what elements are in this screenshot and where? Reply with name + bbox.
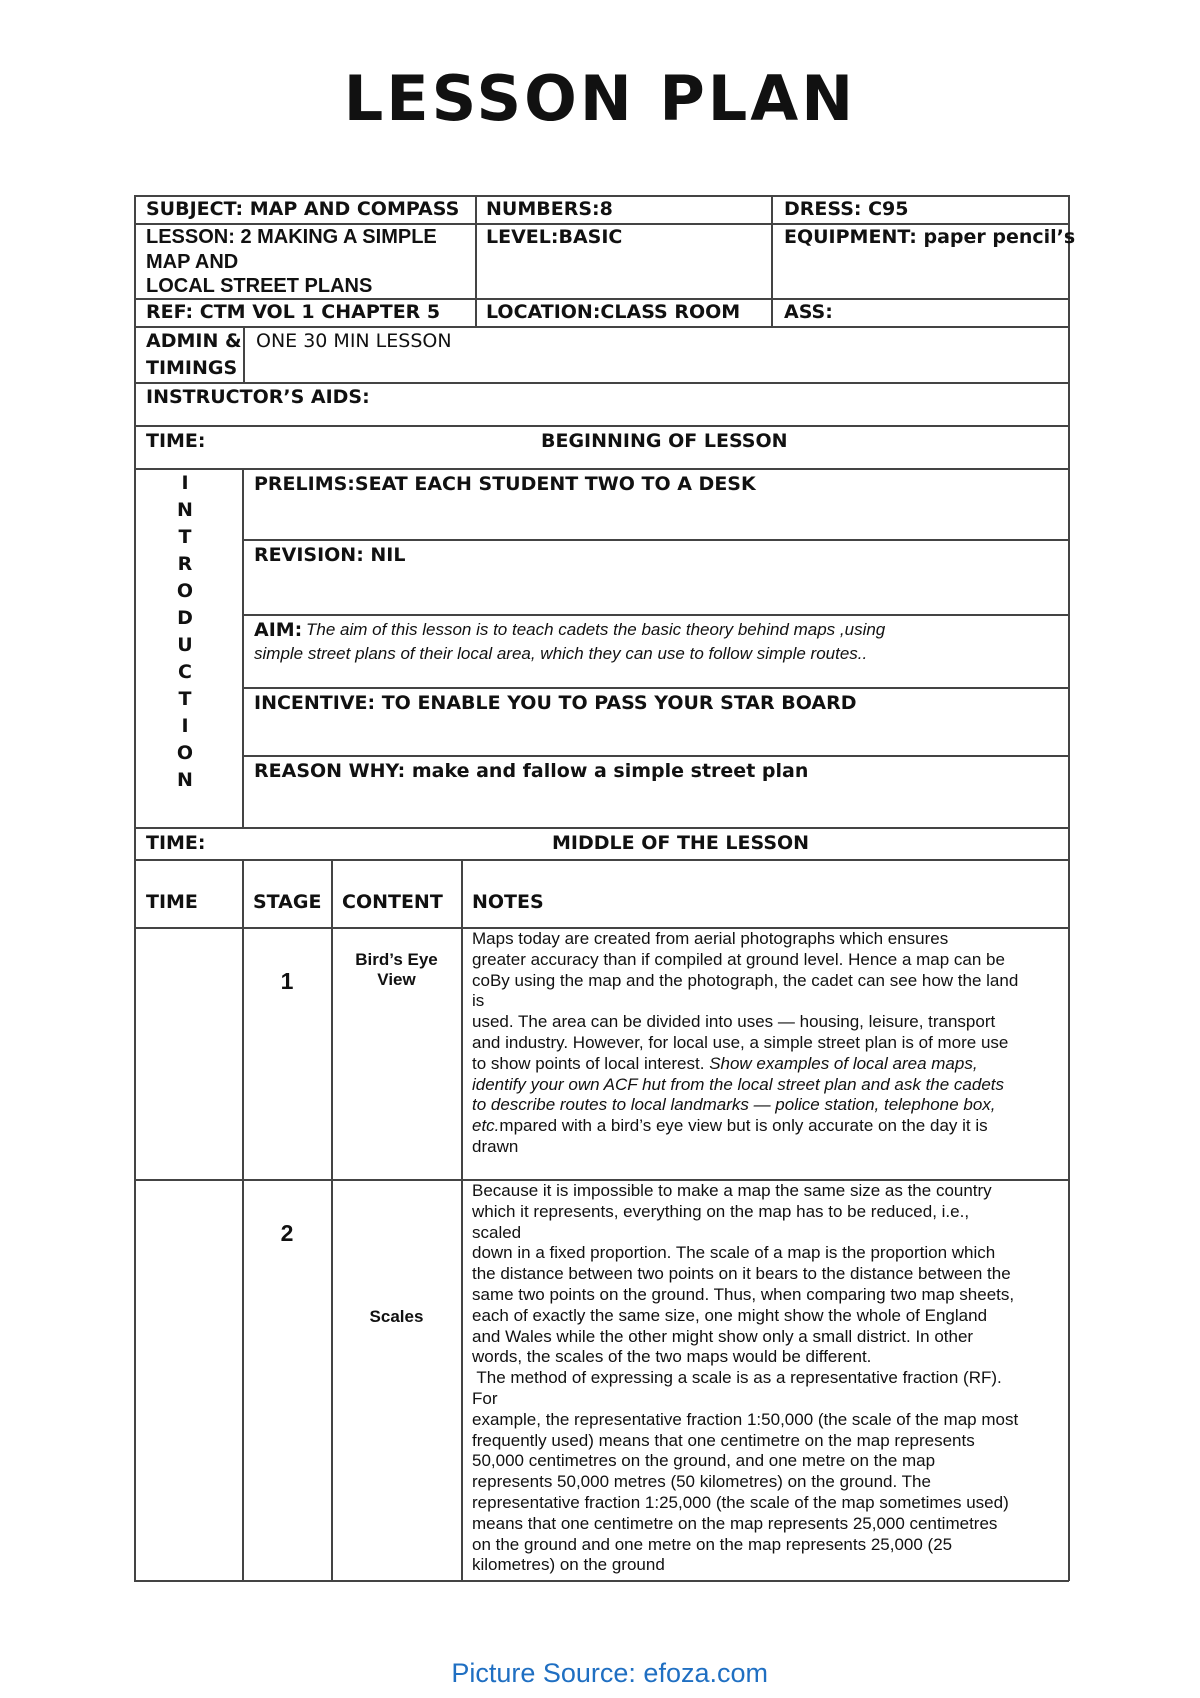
equipment-label: EQUIPMENT: paper pencil’s	[784, 226, 1076, 248]
dress-label: DRESS: C95	[784, 198, 909, 220]
revision-text: REVISION: NIL	[254, 544, 406, 566]
aim-label: AIM:	[254, 619, 303, 641]
numbers-label: NUMBERS:8	[486, 198, 613, 220]
col-header-stage: STAGE	[253, 891, 322, 913]
introduction-side-label: I N T R O D U C T I O N	[176, 472, 194, 791]
aim-line2: simple street plans of their local area, which they can use to follow simple routes..	[254, 644, 868, 663]
col-header-content: CONTENT	[342, 891, 443, 913]
row1-stage: 1	[280, 968, 294, 994]
lesson-line1: LESSON: 2 MAKING A SIMPLE	[146, 226, 437, 248]
level-label: LEVEL:BASIC	[486, 226, 623, 248]
lesson-line2: MAP AND	[146, 251, 239, 273]
ref-label: REF: CTM VOL 1 CHAPTER 5	[146, 301, 441, 323]
middle-heading: MIDDLE OF THE LESSON	[552, 832, 810, 854]
reason-why-text: REASON WHY: make and fallow a simple street plan	[254, 760, 809, 782]
instructor-aids-label: INSTRUCTOR’S AIDS:	[146, 386, 370, 408]
admin-value: ONE 30 MIN LESSON	[256, 330, 452, 352]
lesson-line3: LOCAL STREET PLANS	[146, 275, 373, 297]
row2-stage: 2	[280, 1220, 294, 1246]
col-header-time: TIME	[146, 891, 198, 913]
admin-line1: ADMIN &	[146, 330, 242, 352]
location-label: LOCATION:CLASS ROOM	[486, 301, 741, 323]
incentive-text: INCENTIVE: TO ENABLE YOU TO PASS YOUR STAR BOARD	[254, 692, 857, 714]
row1-content: Bird’s Eye View	[355, 950, 438, 989]
admin-line2: TIMINGS	[146, 357, 238, 379]
beginning-heading: BEGINNING OF LESSON	[541, 430, 788, 452]
row2-content: Scales	[369, 1307, 424, 1326]
aim-line1: The aim of this lesson is to teach cadets the basic theory behind maps ,using	[306, 620, 886, 639]
middle-time-label: TIME:	[146, 832, 206, 854]
row1-notes: Maps today are created from aerial photographs which ensures greater accuracy than if compiled at ground level. Hence a map can be coBy using the map and the photograph, the cadet can see how the land is used. The area can be divided into uses — housing, leisure, transport and industry. However, for local use, a simple street plan is of more use to show points of local interest. Show examples of local area maps, identify your own ACF hut from the local street plan and ask the cadets to describe routes to local landmarks — police station, telephone box, etc.mpared with a bird’s eye view but is only accurate on the day it is drawn	[472, 929, 1019, 1156]
ass-label: ASS:	[784, 301, 833, 323]
col-header-notes: NOTES	[472, 891, 544, 913]
page-title: LESSON PLAN	[343, 62, 857, 135]
beginning-time-label: TIME:	[146, 430, 206, 452]
row2-notes: Because it is impossible to make a map the same size as the country which it represents, everything on the map has to be reduced, i.e., scaled down in a fixed proportion. The scale of a map is the proportion which the distance between two points on it bears to the distance between the same two points on the ground. Thus, when comparing two map sheets, each of exactly the same size, one might show the whole of England and Wales while the other might show only a small district. In other words, the scales of the two maps would be different. The method of expressing a scale is as a representative fraction (RF). For example, the representative fraction 1:50,000 (the scale of the map most frequently used) means that one centimetre on the map represents 50,000 centimetres on the ground, and one metre on the map represents 50,000 metres (50 kilometres) on the ground. The representative fraction 1:25,000 (the scale of the map sometimes used) means that one centimetre on the map represents 25,000 centimetres on the ground and one metre on the map represents 25,000 (25 kilometres) on the ground	[472, 1181, 1019, 1575]
subject-label: SUBJECT: MAP AND COMPASS	[146, 198, 460, 220]
prelims-text: PRELIMS:SEAT EACH STUDENT TWO TO A DESK	[254, 473, 756, 495]
picture-source-caption: Picture Source: efoza.com	[451, 1658, 768, 1688]
